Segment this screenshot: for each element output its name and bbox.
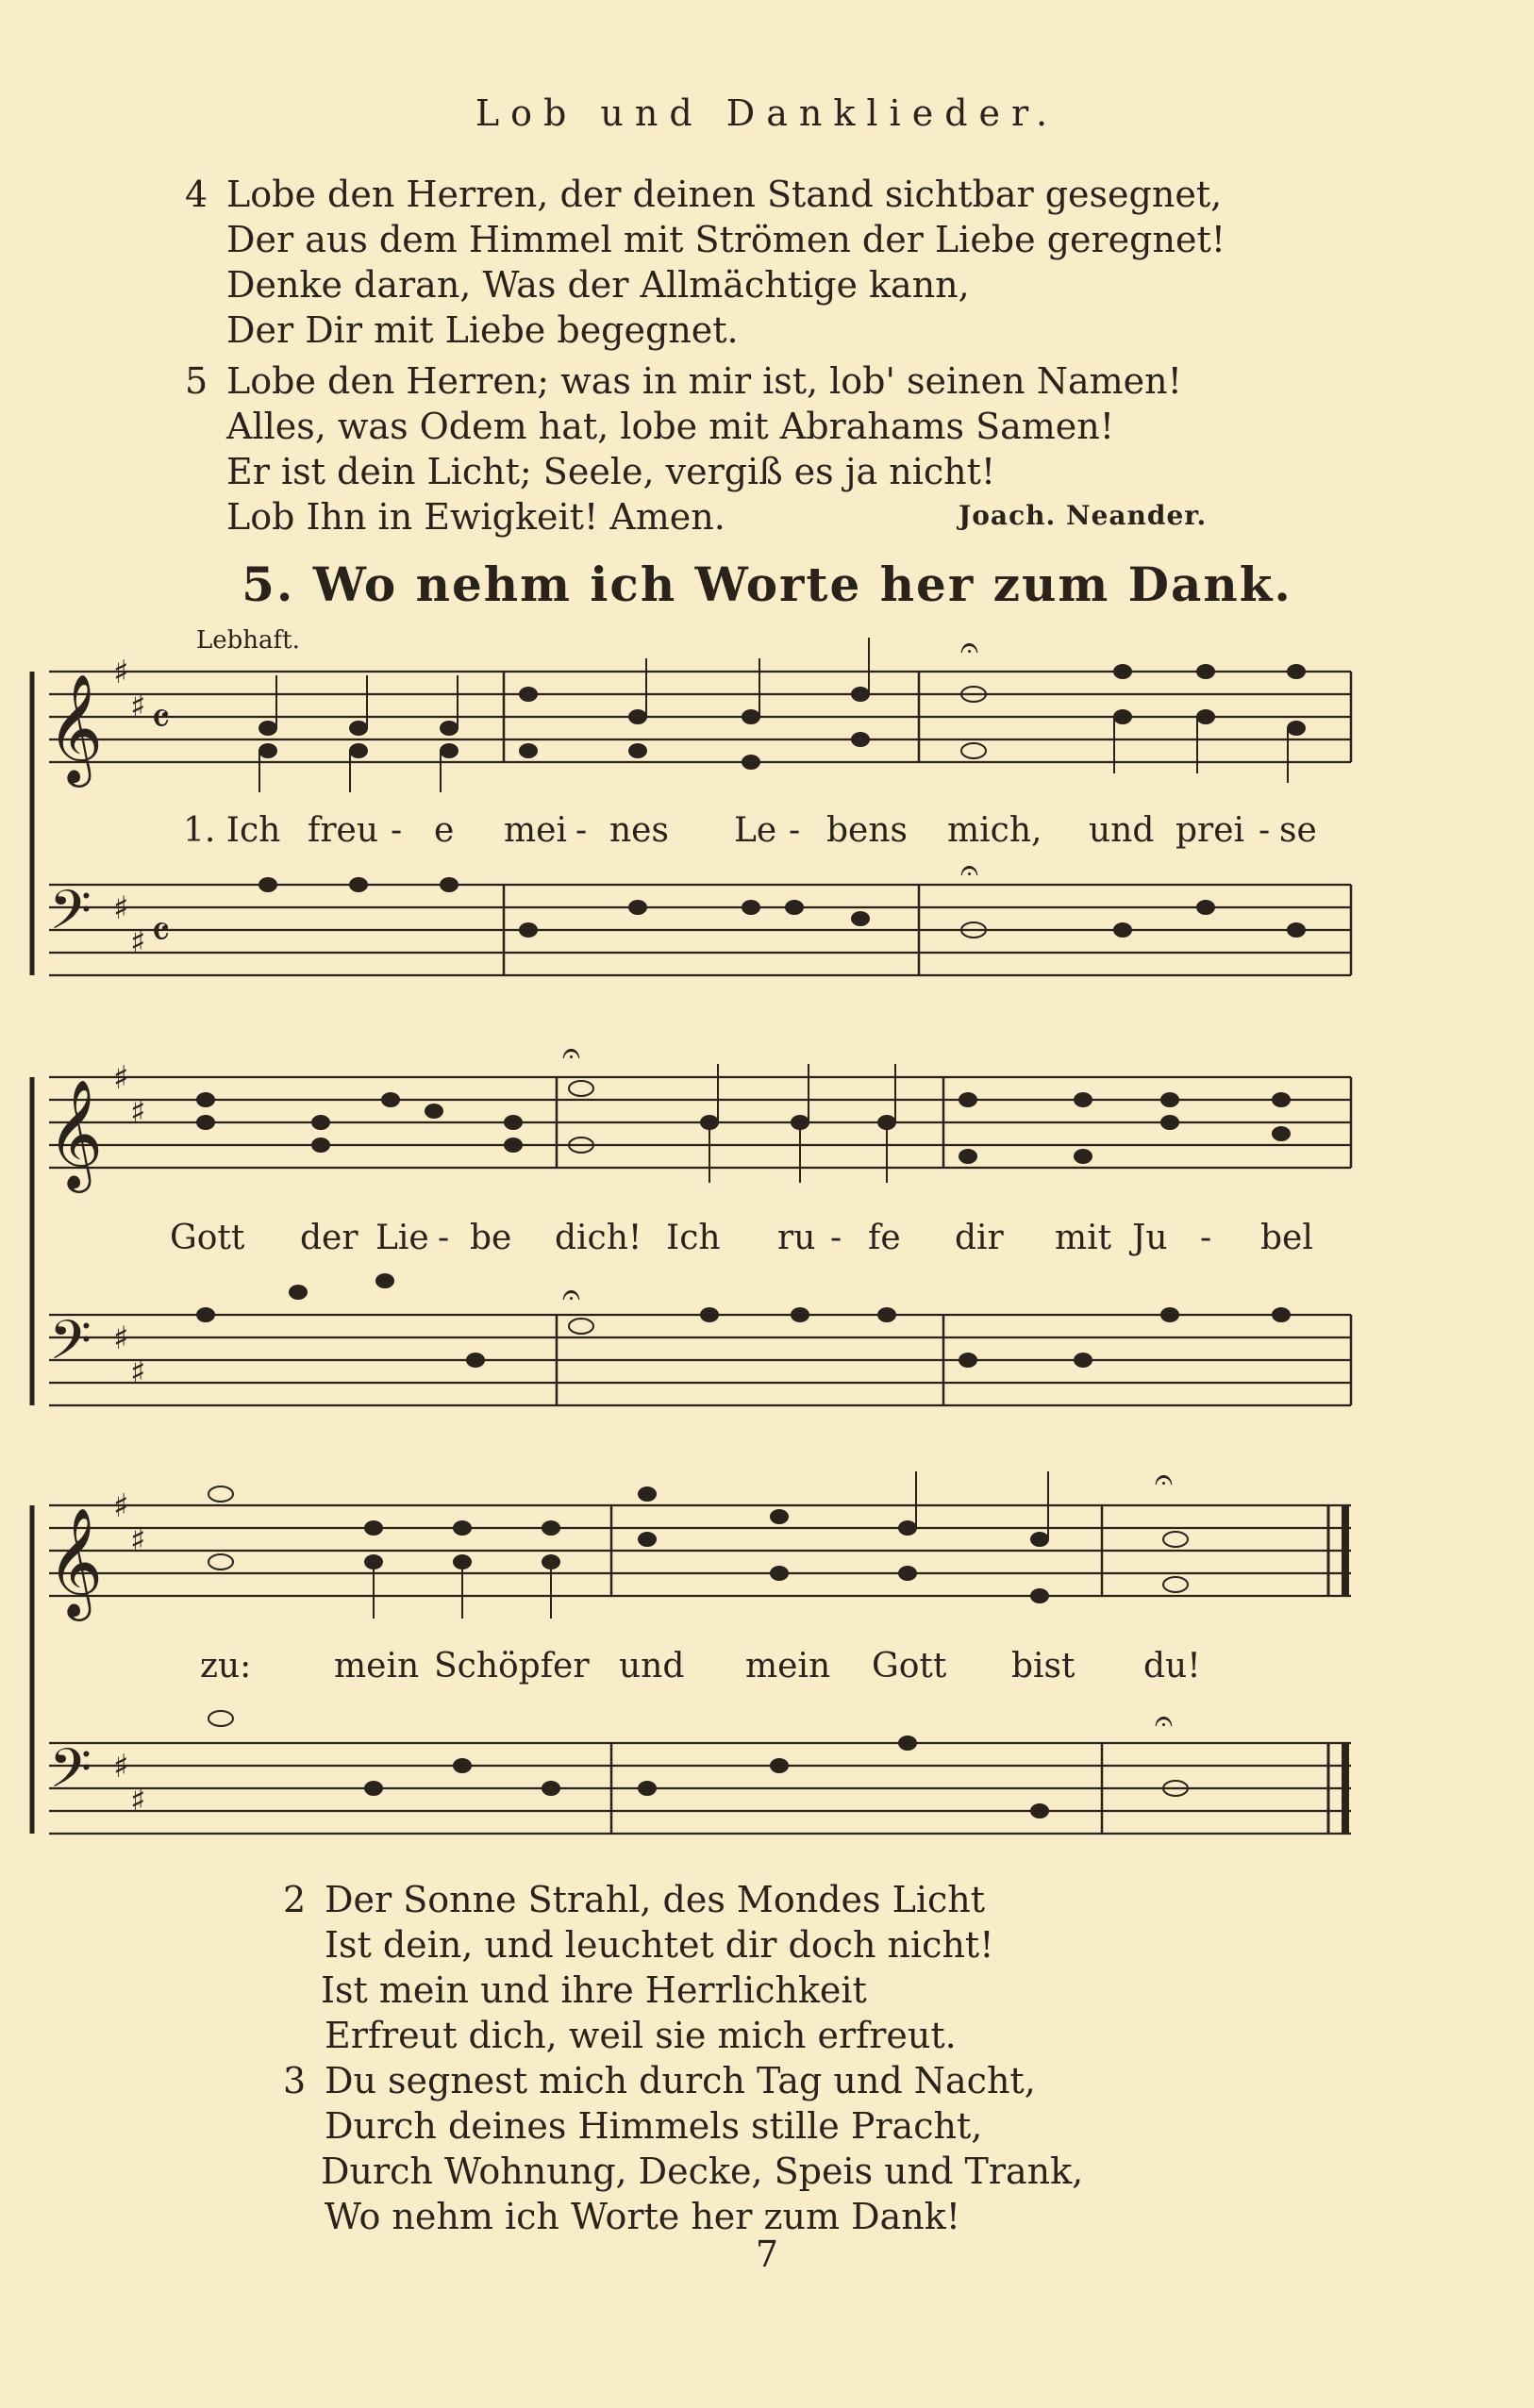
lyric-syllable: Gott	[170, 1219, 245, 1257]
svg-text:♯: ♯	[113, 1320, 129, 1357]
treble-clef-icon: 𝄞	[47, 1078, 104, 1188]
author-credit: Joach. Neander.	[959, 500, 1208, 531]
lyric-syllable: -	[438, 1219, 450, 1257]
page-number: 7	[755, 2234, 779, 2275]
svg-text:𝄐: 𝄐	[960, 629, 978, 667]
lyric-syllable: Lie	[375, 1219, 429, 1257]
common-time-icon: 𝄴	[151, 906, 171, 957]
common-time-icon: 𝄴	[151, 693, 171, 744]
lyric-syllable: Ju	[1132, 1219, 1168, 1257]
svg-text:♯: ♯	[130, 1521, 146, 1559]
lyric-syllable: -	[575, 811, 588, 850]
song-number: 5.	[242, 556, 295, 612]
verse-line: Durch deines Himmels stille Pracht,	[325, 2105, 983, 2147]
svg-text:♯: ♯	[113, 1059, 129, 1097]
bass-clef-icon: 𝄢	[49, 1308, 92, 1386]
lyric-syllable: e	[434, 811, 455, 850]
lyric-syllable: se	[1279, 811, 1317, 850]
lyric-syllable: mein	[334, 1647, 420, 1686]
svg-text:𝄐: 𝄐	[960, 852, 978, 889]
lyric-syllable: Gott	[872, 1647, 947, 1686]
svg-text:𝄐: 𝄐	[562, 1035, 580, 1072]
verse-2	[283, 1877, 1189, 2058]
lyrics-row-1	[0, 811, 1534, 858]
lyric-syllable: Schöpfer	[434, 1647, 590, 1686]
svg-text:♯: ♯	[130, 1353, 146, 1391]
verse-number: 5	[185, 360, 208, 402]
bass-clef-icon: 𝄢	[49, 878, 92, 955]
lyric-syllable: -	[830, 1219, 842, 1257]
staff-system-3-bass	[49, 1743, 1351, 1834]
lyrics-row-3	[0, 1647, 1534, 1694]
lyric-syllable: bist	[1011, 1647, 1075, 1686]
svg-text:𝄐: 𝄐	[562, 1276, 580, 1314]
note-stems	[259, 638, 1288, 1619]
lyric-syllable: bens	[826, 811, 909, 850]
running-header: Lob und Danklieder.	[475, 92, 1059, 134]
lyrics-row-2	[0, 1219, 1534, 1266]
lyric-syllable: 1. Ich	[183, 811, 281, 850]
song-title-text: Wo nehm ich Worte her zum Dank.	[312, 556, 1292, 612]
tempo-marking: Lebhaft.	[196, 626, 300, 655]
lyric-syllable: be	[470, 1219, 512, 1257]
lyric-syllable: fe	[868, 1219, 901, 1257]
lyric-syllable: Ich	[666, 1219, 721, 1257]
notes-system-1	[259, 665, 1305, 938]
verse-line: Erfreut dich, weil sie mich erfreut.	[325, 2015, 957, 2056]
lyric-syllable: mein	[745, 1647, 831, 1686]
svg-text:𝄐: 𝄐	[1155, 1461, 1173, 1499]
verse-line: Der Dir mit Liebe begegnet.	[226, 309, 739, 351]
verse-number: 4	[185, 174, 208, 215]
staff-system-3-treble	[49, 1505, 1351, 1596]
verse-line: Wo nehm ich Worte her zum Dank!	[325, 2196, 961, 2237]
verse-line: Der Sonne Strahl, des Mondes Licht	[325, 1879, 985, 1920]
svg-text:𝄐: 𝄐	[1155, 1702, 1173, 1740]
lyric-syllable: Le	[734, 811, 777, 850]
treble-clef-icon: 𝄞	[47, 673, 104, 783]
lyric-syllable: -	[1259, 811, 1271, 850]
treble-clef-icon: 𝄞	[47, 1506, 104, 1617]
lyric-syllable: dich!	[555, 1219, 642, 1257]
svg-text:♯: ♯	[130, 923, 146, 961]
lyric-syllable: der	[300, 1219, 358, 1257]
verse-line: Lobe den Herren, der deinen Stand sichtbar gesegnet,	[226, 174, 1223, 215]
svg-text:♯: ♯	[130, 1782, 146, 1819]
verse-line: Ist dein, und leuchtet dir doch nicht!	[325, 1924, 994, 1966]
svg-text:♯: ♯	[130, 1093, 146, 1131]
verse-line: Lob Ihn in Ewigkeit! Amen.	[226, 496, 725, 538]
svg-text:♯: ♯	[113, 1487, 129, 1525]
verse-line: Lobe den Herren; was in mir ist, lob' seinen Namen!	[226, 360, 1182, 402]
lyric-syllable: und	[619, 1647, 685, 1686]
lyric-syllable: du!	[1143, 1647, 1201, 1686]
verse-line: Der aus dem Himmel mit Strömen der Liebe geregnet!	[226, 219, 1226, 260]
staff-system-1-treble	[49, 672, 1351, 762]
lyric-syllable: prei	[1176, 811, 1245, 850]
svg-text:♯: ♯	[113, 889, 129, 927]
lyric-syllable: nes	[609, 811, 669, 850]
lyric-syllable: dir	[955, 1219, 1004, 1257]
verse-number: 2	[283, 1879, 307, 1920]
staff-system-1-bass	[49, 885, 1351, 975]
svg-text:♯: ♯	[113, 1748, 129, 1785]
verse-line: Durch Wohnung, Decke, Speis und Trank,	[321, 2151, 1084, 2192]
lyric-syllable: bel	[1260, 1219, 1313, 1257]
svg-text:♯: ♯	[130, 688, 146, 725]
lyric-syllable: mit	[1055, 1219, 1112, 1257]
verse-3	[283, 2058, 1189, 2239]
verse-line: Alles, was Odem hat, lobe mit Abrahams Samen!	[226, 406, 1115, 447]
lyric-syllable: freu	[308, 811, 379, 850]
staff-system-2-bass	[49, 1315, 1351, 1405]
lyric-syllable: zu:	[200, 1647, 252, 1686]
verse-line: Du segnest mich durch Tag und Nacht,	[325, 2060, 1036, 2101]
lyric-syllable: -	[1200, 1219, 1212, 1257]
lyric-syllable: und	[1089, 811, 1155, 850]
verse-line: Denke daran, Was der Allmächtige kann,	[226, 264, 970, 306]
lyric-syllable: -	[391, 811, 403, 850]
verse-line: Ist mein und ihre Herrlichkeit	[321, 1969, 867, 2011]
lyric-syllable: mei	[504, 811, 567, 850]
lyric-syllable: mich,	[947, 811, 1042, 850]
verse-line: Er ist dein Licht; Seele, vergiß es ja nicht!	[226, 451, 996, 492]
bass-clef-icon: 𝄢	[49, 1736, 92, 1814]
verse-number: 3	[283, 2060, 307, 2101]
lyric-syllable: ru	[777, 1219, 816, 1257]
lyric-syllable: -	[789, 811, 801, 850]
svg-text:♯: ♯	[113, 654, 129, 691]
